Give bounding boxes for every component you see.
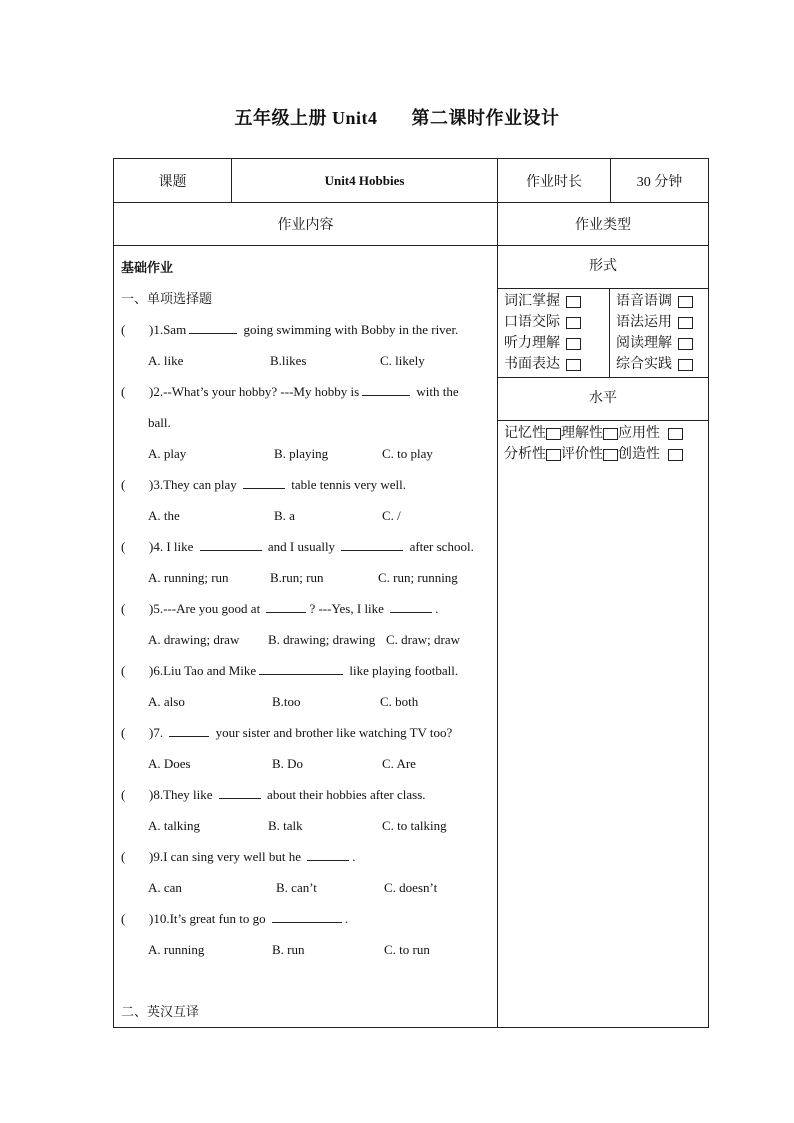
section-basic: 基础作业: [121, 260, 174, 275]
question-4: ( )4. I like and I usually after school.: [121, 539, 474, 554]
form-header: 形式: [498, 246, 708, 289]
checkbox-icon[interactable]: [566, 296, 581, 308]
form-option[interactable]: 书面表达: [504, 354, 609, 375]
type-cell: [498, 246, 709, 1028]
answer-blank[interactable]: [189, 321, 237, 334]
checkbox-icon[interactable]: [546, 449, 561, 461]
question-7: ( )7. your sister and brother like watching TV too?: [121, 725, 453, 740]
options-6: A. also B.too C. both: [148, 694, 419, 709]
content-label: 作业内容: [114, 203, 498, 246]
checkbox-icon[interactable]: [678, 296, 693, 308]
answer-blank[interactable]: [169, 724, 209, 737]
checkbox-icon[interactable]: [668, 449, 683, 461]
question-3: ( )3.They can play table tennis very well.: [121, 477, 407, 492]
answer-blank[interactable]: [243, 476, 285, 489]
form-option[interactable]: 口语交际: [504, 312, 609, 333]
question-2-cont: ball.: [148, 415, 171, 430]
form-option[interactable]: 阅读理解: [616, 333, 708, 354]
checkbox-icon[interactable]: [566, 317, 581, 329]
answer-blank[interactable]: [259, 662, 343, 675]
question-6: ( )6.Liu Tao and Mike like playing football.: [121, 663, 459, 678]
page-title: [0, 104, 794, 130]
checkbox-icon[interactable]: [546, 428, 561, 440]
answer-blank[interactable]: [341, 538, 403, 551]
duration-label: 作业时长: [498, 159, 611, 203]
topic-label: 课题: [114, 159, 232, 203]
answer-blank[interactable]: [362, 383, 410, 396]
question-9: ( )9.I can sing very well but he .: [121, 849, 356, 864]
form-option[interactable]: 语法运用: [616, 312, 708, 333]
checkbox-icon[interactable]: [678, 317, 693, 329]
title-part-b: 第二课时作业设计: [411, 108, 560, 128]
options-7: A. Does B. Do C. Are: [148, 756, 416, 771]
answer-blank[interactable]: [390, 600, 432, 613]
form-option[interactable]: 词汇掌握: [504, 291, 609, 312]
answer-blank[interactable]: [272, 910, 342, 923]
answer-blank[interactable]: [307, 848, 349, 861]
options-2: A. play B. playing C. to play: [148, 446, 433, 461]
level-header: 水平: [498, 378, 708, 421]
checkbox-icon[interactable]: [668, 428, 683, 440]
options-5: A. drawing; draw B. drawing; drawing C. draw; draw: [148, 632, 461, 647]
checkbox-icon[interactable]: [566, 338, 581, 350]
form-option[interactable]: 听力理解: [504, 333, 609, 354]
question-5: ( )5.---Are you good at ? ---Yes, I like .: [121, 601, 439, 616]
level-options: 记忆性 理解性 应用性 分析性 评价性 创造性: [498, 421, 708, 465]
options-3: A. the B. a C. /: [148, 508, 401, 523]
question-1: ( )1.Sam going swimming with Bobby in the river.: [121, 322, 459, 337]
answer-blank[interactable]: [200, 538, 262, 551]
type-label: 作业类型: [498, 203, 709, 246]
options-4: A. running; run B.run; run C. run; running: [148, 570, 458, 585]
topic-value: Unit4 Hobbies: [232, 159, 498, 203]
question-8: ( )8.They like about their hobbies after class.: [121, 787, 426, 802]
homework-table: [113, 158, 709, 1028]
form-option[interactable]: 综合实践: [616, 354, 708, 375]
duration-value: 30 分钟: [611, 159, 709, 203]
form-options: [498, 289, 708, 378]
checkbox-icon[interactable]: [678, 338, 693, 350]
checkbox-icon[interactable]: [566, 359, 581, 371]
part1-heading: 一、单项选择题: [121, 291, 213, 306]
answer-blank[interactable]: [266, 600, 306, 613]
options-9: A. can B. can’t C. doesn’t: [148, 880, 438, 895]
options-10: A. running B. run C. to run: [148, 942, 430, 957]
question-10: ( )10.It’s great fun to go .: [121, 911, 349, 926]
part2-heading: 二、英汉互译: [121, 1004, 200, 1019]
form-option[interactable]: 语音语调: [616, 291, 708, 312]
checkbox-icon[interactable]: [678, 359, 693, 371]
content-cell: [114, 246, 498, 1028]
answer-blank[interactable]: [219, 786, 261, 799]
options-8: A. talking B. talk C. to talking: [148, 818, 447, 833]
question-2: ( )2.--What’s your hobby? ---My hobby is with the: [121, 384, 459, 399]
title-part-a: 五年级上册 Unit4: [234, 108, 378, 128]
options-1: A. like B.likes C. likely: [148, 353, 425, 368]
checkbox-icon[interactable]: [603, 428, 618, 440]
checkbox-icon[interactable]: [603, 449, 618, 461]
